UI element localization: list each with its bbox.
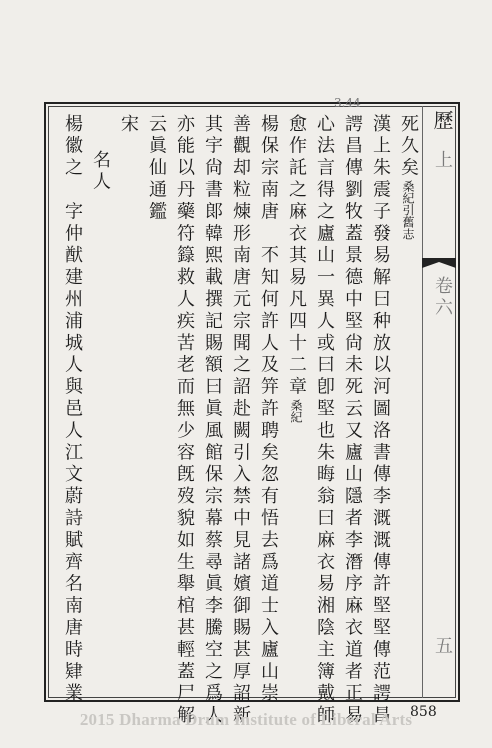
leaf-number: 五 bbox=[432, 636, 453, 658]
book-title: 歷 bbox=[430, 110, 454, 134]
text-column-8: 其宇尙書郞韓熙載撰記賜額曰眞風館保宗幕蔡尋眞李騰空之爲人 bbox=[202, 114, 223, 728]
text-column-5: 愈作託之麻衣其易凡四十二章桑紀 bbox=[286, 114, 307, 423]
text-column-2: 漢上朱震子發易解曰种放以河圖洛書傳李溉溉傳許堅堅傳范諤昌 bbox=[370, 114, 391, 728]
text-column-7: 善觀却粒煉形南唐元宗聞之詔赴闕引入禁中見諸嬪御賜甚厚詔新 bbox=[230, 114, 251, 728]
text-column-4: 心法言得之廬山一異人或曰卽堅也朱晦翁曰麻衣易湘陰主簿戴師 bbox=[314, 114, 335, 728]
text-column-1: 死久矣桑紀引舊志 bbox=[398, 114, 419, 240]
text-column-13: 楊徽之 字仲猷建州浦城人與邑人江文蔚詩賦齊名南唐時肄業 bbox=[62, 114, 83, 706]
section-heading-song: 宋 bbox=[118, 114, 139, 136]
chapter-label: 卷六 bbox=[432, 276, 453, 320]
book-title-faint: 上 bbox=[432, 150, 453, 172]
banxin-left-rule bbox=[422, 106, 423, 698]
page-number: 858 bbox=[410, 704, 437, 720]
section-heading-famous-people: 名人 bbox=[90, 150, 111, 194]
text-column-9: 亦能以丹藥符籙救人疾苦老而無少容旣歿貌如生舉棺甚輕蓋尸解 bbox=[174, 114, 195, 728]
text-column-10: 云眞仙通鑑 bbox=[146, 114, 167, 224]
watermark: 2015 Dharma Drum Institute of Liberal Arts bbox=[79, 710, 413, 729]
text-column-3: 諤昌傳劉牧蓋景德中堅尙未死云又廬山隱者李潛序麻衣道者正易 bbox=[342, 114, 363, 728]
print-block-inner-border bbox=[48, 106, 456, 698]
library-stamp: 3.44 bbox=[334, 96, 361, 110]
text-column-6: 楊保宗南唐 不知何許人及笄許聘矣忽有悟去爲道士入廬山崇 bbox=[258, 114, 279, 706]
